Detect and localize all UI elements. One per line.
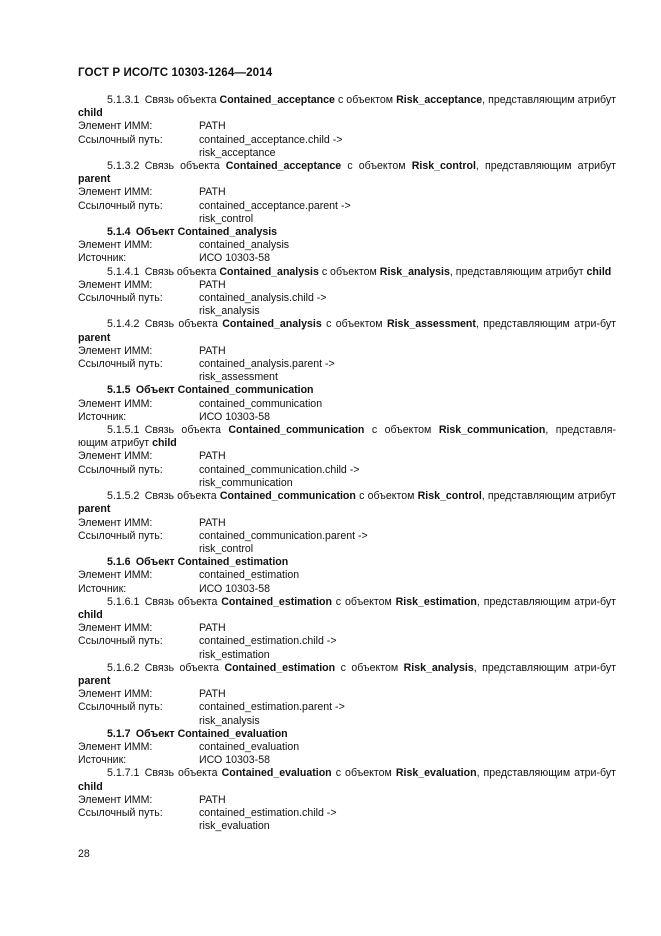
object-name: Contained_estimation	[224, 661, 336, 674]
mim-element-row	[78, 398, 616, 411]
mim-element-row-label: Элемент ИММ:	[78, 688, 153, 701]
mim-element-row-value: contained_analysis	[199, 239, 290, 252]
mim-element-row-label: Элемент ИММ:	[78, 793, 153, 806]
clause-text: с объектом	[318, 265, 380, 278]
mim-element-row	[78, 450, 616, 463]
source-row-label: Источник:	[78, 754, 127, 767]
relation-heading	[78, 596, 616, 622]
reference-path-target: risk_control	[199, 212, 254, 225]
clause-text: Объект	[135, 556, 178, 569]
clause-text: Связь объекта	[144, 490, 220, 503]
page-header: ГОСТ Р ИСО/ТС 10303-1264—2014	[78, 66, 273, 79]
source-row-value: ИСО 10303-58	[199, 582, 270, 595]
attribute-name: child	[78, 780, 103, 793]
reference-path-continuation	[78, 543, 616, 556]
mim-element-row-label: Элемент ИММ:	[78, 120, 153, 133]
object-name: Contained_communication	[219, 490, 356, 503]
reference-path-row-label: Ссылочный путь:	[78, 463, 163, 476]
reference-path-row-label: Ссылочный путь:	[78, 292, 163, 305]
clause-text: , представляющим атри-бут	[473, 661, 616, 674]
reference-path-target: risk_analysis	[199, 305, 260, 318]
mim-element-row-label: Элемент ИММ:	[78, 344, 153, 357]
object-heading	[78, 728, 616, 741]
reference-path-row-value: contained_communication.child ->	[199, 463, 360, 476]
clause-number: 5.1.5	[107, 384, 131, 397]
reference-path-row	[78, 807, 616, 820]
target-object-name: Risk_control	[417, 490, 482, 503]
clause-number: 5.1.3.1	[107, 94, 140, 106]
reference-path-continuation	[78, 147, 616, 160]
source-row-value: ИСО 10303-58	[199, 410, 270, 423]
mim-element-row-label: Элемент ИММ:	[78, 569, 153, 582]
reference-path-row	[78, 358, 616, 371]
mim-element-row-value: PATH	[199, 688, 226, 701]
clause-text: с объектом	[321, 318, 387, 331]
reference-path-row-label: Ссылочный путь:	[78, 701, 163, 714]
attribute-name: child	[78, 107, 103, 120]
object-name: Contained_estimation	[177, 556, 289, 569]
clause-number: 5.1.4.1	[107, 265, 140, 278]
clause-text: Связь объекта	[144, 265, 220, 278]
mim-element-row	[78, 741, 616, 754]
clause-text: с объектом	[334, 94, 397, 106]
mim-element-row-value: PATH	[199, 622, 226, 635]
clause-text: Связь объекта	[144, 318, 223, 331]
clause-text: Объект	[135, 226, 178, 239]
target-object-name: Risk_assessment	[386, 318, 476, 331]
clause-number: 5.1.5.1	[107, 424, 140, 437]
mim-element-row-label: Элемент ИММ:	[78, 278, 153, 291]
clause-number: 5.1.7	[107, 727, 131, 740]
mim-element-row-label: Элемент ИММ:	[78, 239, 153, 252]
target-object-name: Risk_communication	[438, 424, 546, 437]
reference-path-row	[78, 530, 616, 543]
reference-path-row-label: Ссылочный путь:	[78, 529, 163, 542]
mim-element-row-value: contained_communication	[199, 397, 323, 410]
target-object-name: Risk_evaluation	[395, 767, 477, 780]
relation-heading	[78, 94, 616, 120]
source-row-label: Источник:	[78, 410, 127, 423]
clause-number: 5.1.6	[107, 556, 131, 569]
mim-element-row-value: PATH	[199, 450, 226, 463]
clause-text: Связь объекта	[144, 595, 222, 608]
object-name: Contained_analysis	[177, 226, 278, 239]
clause-text: , представляющим атри-бут	[476, 595, 616, 608]
mim-element-row	[78, 345, 616, 358]
relation-heading	[78, 318, 616, 344]
object-heading	[78, 384, 616, 397]
object-heading	[78, 556, 616, 569]
clause-text: , представляющим атрибут	[475, 160, 616, 173]
reference-path-continuation	[78, 820, 616, 833]
clause-text: Связь объекта	[144, 94, 220, 106]
object-name: Contained_analysis	[222, 318, 322, 331]
mim-element-row-label: Элемент ИММ:	[78, 450, 153, 463]
clause-number: 5.1.3.2	[107, 160, 140, 173]
clause-number: 5.1.7.1	[107, 767, 140, 780]
mim-element-row-value: PATH	[199, 793, 226, 806]
clause-text: с объектом	[341, 160, 412, 173]
attribute-name: child	[78, 608, 103, 621]
object-name: Contained_communication	[177, 384, 314, 397]
reference-path-continuation	[78, 715, 616, 728]
reference-path-target: risk_acceptance	[199, 146, 276, 159]
relation-heading	[78, 767, 616, 793]
reference-path-row	[78, 701, 616, 714]
attribute-name: parent	[78, 173, 111, 186]
target-object-name: Risk_control	[411, 160, 476, 173]
target-object-name: Risk_analysis	[379, 265, 450, 278]
reference-path-continuation	[78, 213, 616, 226]
object-name: Contained_analysis	[219, 265, 319, 278]
clause-number: 5.1.4	[107, 226, 131, 239]
mim-element-row	[78, 120, 616, 133]
attribute-name: parent	[78, 674, 111, 687]
relation-heading	[78, 490, 616, 516]
mim-element-row-label: Элемент ИММ:	[78, 516, 153, 529]
clause-text: Объект	[135, 384, 178, 397]
object-heading	[78, 226, 616, 239]
reference-path-target: risk_evaluation	[199, 820, 270, 833]
mim-element-row	[78, 688, 616, 701]
clause-number: 5.1.4.2	[107, 318, 140, 331]
reference-path-continuation	[78, 649, 616, 662]
clause-text: с объектом	[364, 424, 439, 437]
target-object-name: Risk_acceptance	[396, 94, 483, 106]
clause-text: , представляющим атри-бут	[475, 318, 616, 331]
target-object-name: Risk_analysis	[403, 661, 474, 674]
clause-text: Связь объекта	[144, 424, 229, 437]
reference-path-row	[78, 200, 616, 213]
clause-text: , представляющим атрибут	[449, 265, 587, 278]
object-name: Contained_evaluation	[177, 727, 288, 740]
source-row	[78, 252, 616, 265]
reference-path-continuation	[78, 371, 616, 384]
reference-path-row-value: contained_estimation.child ->	[199, 635, 337, 648]
relation-heading	[78, 160, 616, 186]
mim-element-row	[78, 186, 616, 199]
reference-path-row-label: Ссылочный путь:	[78, 199, 163, 212]
source-row-value: ИСО 10303-58	[199, 754, 270, 767]
reference-path-target: risk_assessment	[199, 371, 278, 384]
clause-number: 5.1.6.1	[107, 595, 140, 608]
mim-element-row-label: Элемент ИММ:	[78, 622, 153, 635]
mim-element-row-value: PATH	[199, 186, 226, 199]
reference-path-row	[78, 292, 616, 305]
reference-path-row-value: contained_communication.parent ->	[199, 529, 368, 542]
clause-text: Связь объекта	[144, 160, 226, 173]
reference-path-row-value: contained_acceptance.child ->	[199, 133, 343, 146]
source-row	[78, 411, 616, 424]
relation-heading	[78, 266, 616, 279]
reference-path-row	[78, 464, 616, 477]
mim-element-row-label: Элемент ИММ:	[78, 397, 153, 410]
mim-element-row-value: PATH	[199, 120, 226, 133]
reference-path-row-label: Ссылочный путь:	[78, 133, 163, 146]
clause-text: , представляющим атри-бут	[476, 767, 616, 780]
mim-element-row	[78, 622, 616, 635]
target-object-name: Risk_estimation	[395, 595, 477, 608]
reference-path-target: risk_control	[199, 542, 254, 555]
attribute-name: parent	[78, 331, 111, 344]
clause-text: Связь объекта	[144, 767, 222, 780]
relation-heading	[78, 424, 616, 450]
attribute-name: child	[586, 265, 612, 278]
clause-text: Объект	[135, 727, 178, 740]
reference-path-row-value: contained_estimation.parent ->	[199, 701, 345, 714]
reference-path-row-label: Ссылочный путь:	[78, 358, 163, 371]
mim-element-row-value: contained_estimation	[199, 569, 300, 582]
source-row-label: Источник:	[78, 252, 127, 265]
document-body	[78, 94, 616, 833]
mim-element-row	[78, 569, 616, 582]
attribute-name: parent	[78, 503, 111, 516]
relation-heading	[78, 662, 616, 688]
reference-path-row-value: contained_analysis.child ->	[199, 292, 327, 305]
clause-text: с объектом	[335, 661, 404, 674]
reference-path-continuation	[78, 305, 616, 318]
reference-path-row-value: contained_analysis.parent ->	[199, 358, 335, 371]
clause-text: с объектом	[331, 595, 396, 608]
object-name: Contained_evaluation	[221, 767, 332, 780]
mim-element-row	[78, 239, 616, 252]
clause-number: 5.1.6.2	[107, 661, 140, 674]
clause-text: , представляющим атрибут	[481, 490, 616, 503]
source-row-value: ИСО 10303-58	[199, 252, 270, 265]
reference-path-target: risk_communication	[199, 476, 293, 489]
mim-element-row	[78, 794, 616, 807]
source-row	[78, 754, 616, 767]
clause-text: , представля-ющим атрибут	[78, 424, 616, 450]
reference-path-row	[78, 635, 616, 648]
mim-element-row-label: Элемент ИММ:	[78, 186, 153, 199]
object-name: Contained_communication	[228, 424, 365, 437]
mim-element-row-value: PATH	[199, 344, 226, 357]
source-row-label: Источник:	[78, 582, 127, 595]
reference-path-target: risk_analysis	[199, 714, 260, 727]
object-name: Contained_estimation	[221, 595, 332, 608]
reference-path-row-value: contained_estimation.child ->	[199, 806, 337, 819]
clause-text: с объектом	[355, 490, 418, 503]
reference-path-row	[78, 134, 616, 147]
page-number: 28	[78, 848, 90, 860]
reference-path-row-label: Ссылочный путь:	[78, 806, 163, 819]
reference-path-target: risk_estimation	[199, 648, 270, 661]
clause-number: 5.1.5.2	[107, 490, 140, 503]
reference-path-row-label: Ссылочный путь:	[78, 635, 163, 648]
mim-element-row	[78, 279, 616, 292]
mim-element-row-label: Элемент ИММ:	[78, 740, 153, 753]
clause-text: , представляющим атрибут	[482, 94, 616, 106]
mim-element-row	[78, 517, 616, 530]
mim-element-row-value: PATH	[199, 516, 226, 529]
mim-element-row-value: PATH	[199, 278, 226, 291]
clause-text: Связь объекта	[144, 661, 225, 674]
object-name: Contained_acceptance	[219, 94, 335, 106]
reference-path-row-value: contained_acceptance.parent ->	[199, 199, 351, 212]
source-row	[78, 583, 616, 596]
clause-text: с объектом	[331, 767, 396, 780]
object-name: Contained_acceptance	[225, 160, 342, 173]
reference-path-continuation	[78, 477, 616, 490]
mim-element-row-value: contained_evaluation	[199, 740, 300, 753]
attribute-name: child	[152, 437, 177, 450]
